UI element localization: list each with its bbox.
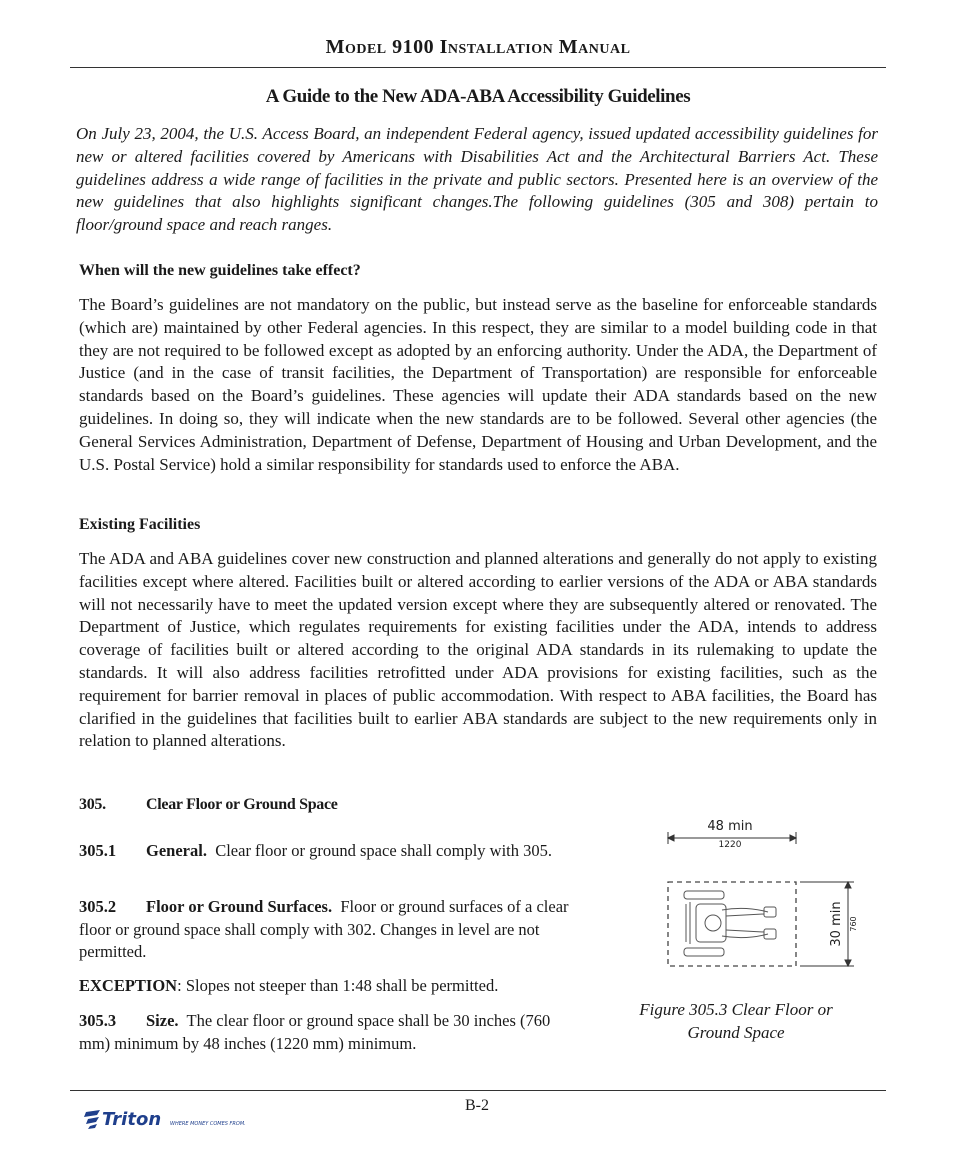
clear-floor-space-diagram [656, 812, 866, 972]
when-heading: When will the new guidelines take effect? [79, 262, 361, 279]
width-label: 48 min [707, 819, 753, 834]
subsection-text: Clear floor or ground space shall comply with 305. [215, 841, 553, 860]
when-body: The Board’s guidelines are not mandatory on the public, but instead serve as the baseline for enforceable standards (which are) maintained by other Federal agencies. In this respect, they are similar to a model building code in that they are not required to be followed except as adopted by an enforcing authority. Under the ADA, the Department of Justice (and in the case of transit facilities, the Department of Transportation) are responsible for enforceable standards based on the Board’s guidelines. These agencies will update their ADA standards based on the new guidelines. In doing so, they will indicate when the new standards are to be followed. Several other agencies (the General Services Administration, Department of Defense, Department of Housing and Urban Development, and the U.S. Postal Service) hold a similar responsibility for standards used to enforce the ABA. [79, 295, 877, 474]
intro-paragraph: On July 23, 2004, the U.S. Access Board, an independent Federal agency, issued updated accessibility guidelines for new or altered facilities covered by Americans with Disabilities Act and the Architectural Barriers Act. These guidelines address a wide range of facilities in the private and public sectors. Presented here is an overview of the new guidelines that also highlights significant changes.The following guidelines (305 and 308) pertain to floor/ground space and reach ranges. [76, 124, 878, 235]
figure-caption-line2: Ground Space [687, 1023, 785, 1042]
existing-heading: Existing Facilities [79, 516, 201, 533]
subsection-305-2 [79, 896, 578, 964]
footer-rule [70, 1090, 886, 1091]
subsection-text: Floor or ground surfaces of a clear floor or ground space shall comply with 302. Changes in level are not permitted. [79, 897, 569, 961]
section-305-heading [79, 796, 338, 814]
logo-tagline: WHERE MONEY COMES FROM. [170, 1121, 246, 1127]
height-label: 30 min [829, 901, 844, 947]
clear-space-outline [668, 882, 796, 966]
subsection-305-1 [79, 840, 578, 863]
header-rule [70, 67, 886, 68]
subsection-label: General. [146, 841, 207, 860]
triton-logo [84, 1106, 274, 1132]
subsection-number: 305.1 [79, 841, 117, 860]
height-dimension [800, 882, 854, 966]
exception [79, 975, 578, 998]
subsection-number: 305.3 [79, 1011, 117, 1030]
exception-text: : Slopes not steeper than 1:48 shall be permitted. [177, 976, 499, 995]
section-title: Clear Floor or Ground Space [146, 796, 338, 813]
width-mm-label: 1220 [718, 840, 742, 850]
figure-caption [614, 998, 858, 1044]
page-number: B-2 [465, 1097, 489, 1114]
height-mm-label: 760 [849, 916, 858, 932]
logo-wordmark: Triton [102, 1109, 162, 1130]
triton-logo-mark [84, 1110, 100, 1129]
subsection-number: 305.2 [79, 897, 117, 916]
subsection-305-3 [79, 1010, 578, 1055]
wheelchair-icon [684, 891, 776, 956]
guide-title: A Guide to the New ADA-ABA Accessibility Guidelines [265, 86, 691, 107]
exception-label: EXCEPTION [79, 976, 178, 995]
figure-caption-line1: Figure 305.3 Clear Floor or [639, 1000, 833, 1019]
existing-body: The ADA and ABA guidelines cover new construction and planned alterations and generally do not apply to existing facilities except where altered. Facilities built or altered according to earlier versions of the ADA or ABA standards will not necessarily have to meet the updated version except where they are subsequently altered or renovated. The Department of Justice, which regulates requirements for existing facilities under the ADA, intends to address coverage of facilities built or altered according to the original ADA standards in its rulemaking to update the standards. It will also address facilities retrofitted under ADA provisions for existing facilities, such as the requirement for barrier removal in places of public accommodation. With respect to ABA facilities, the Board has clarified in the guidelines that facilities built to earlier ABA standards are subject to the new requirements only in relation to planned alterations. [79, 549, 877, 751]
header-title: Model 9100 Installation Manual [325, 36, 631, 58]
section-number: 305. [79, 796, 106, 813]
subsection-text: The clear floor or ground space shall be 30 inches (760 mm) minimum by 48 inches (1220 mm) minimum. [79, 1011, 551, 1053]
subsection-label: Floor or Ground Surfaces. [146, 897, 333, 916]
subsection-label: Size. [146, 1011, 179, 1030]
